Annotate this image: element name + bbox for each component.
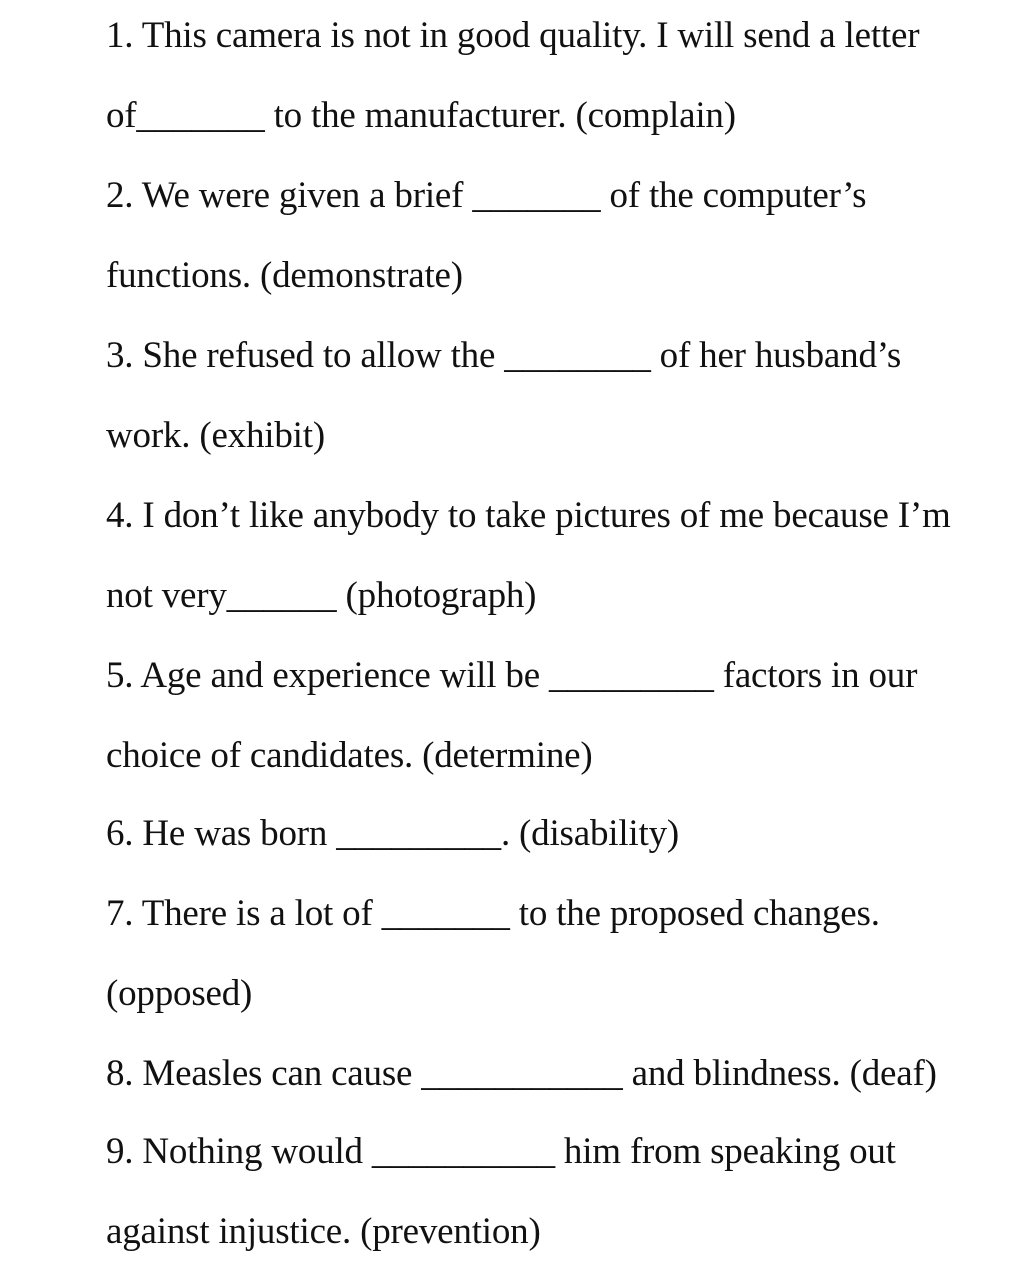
q5-line-1: 5. Age and experience will be _________ factors in our: [106, 655, 918, 696]
q8-line-1: 8. Measles can cause ___________ and blindness. (deaf): [106, 1053, 937, 1094]
q2-line-2: functions. (demonstrate): [106, 255, 463, 296]
q6-line-1: 6. He was born _________. (disability): [106, 813, 680, 854]
q1-line-1: 1. This camera is not in good quality. I will send a letter: [106, 15, 920, 56]
q4-line-2: not very______ (photograph): [106, 575, 537, 616]
q9-line-1: 9. Nothing would __________ him from speaking out: [106, 1131, 896, 1172]
q7-line-2: (opposed): [106, 973, 253, 1014]
q9-line-2: against injustice. (prevention): [106, 1211, 541, 1252]
q4-line-1: 4. I don’t like anybody to take pictures of me because I’m: [106, 495, 951, 536]
q3-line-1: 3. She refused to allow the ________ of her husband’s: [106, 335, 902, 376]
q2-line-1: 2. We were given a brief _______ of the computer’s: [106, 175, 867, 216]
q3-line-2: work. (exhibit): [106, 415, 325, 456]
q7-line-1: 7. There is a lot of _______ to the proposed changes.: [106, 893, 880, 934]
q1-line-2: of_______ to the manufacturer. (complain): [106, 95, 736, 136]
q5-line-2: choice of candidates. (determine): [106, 735, 593, 776]
